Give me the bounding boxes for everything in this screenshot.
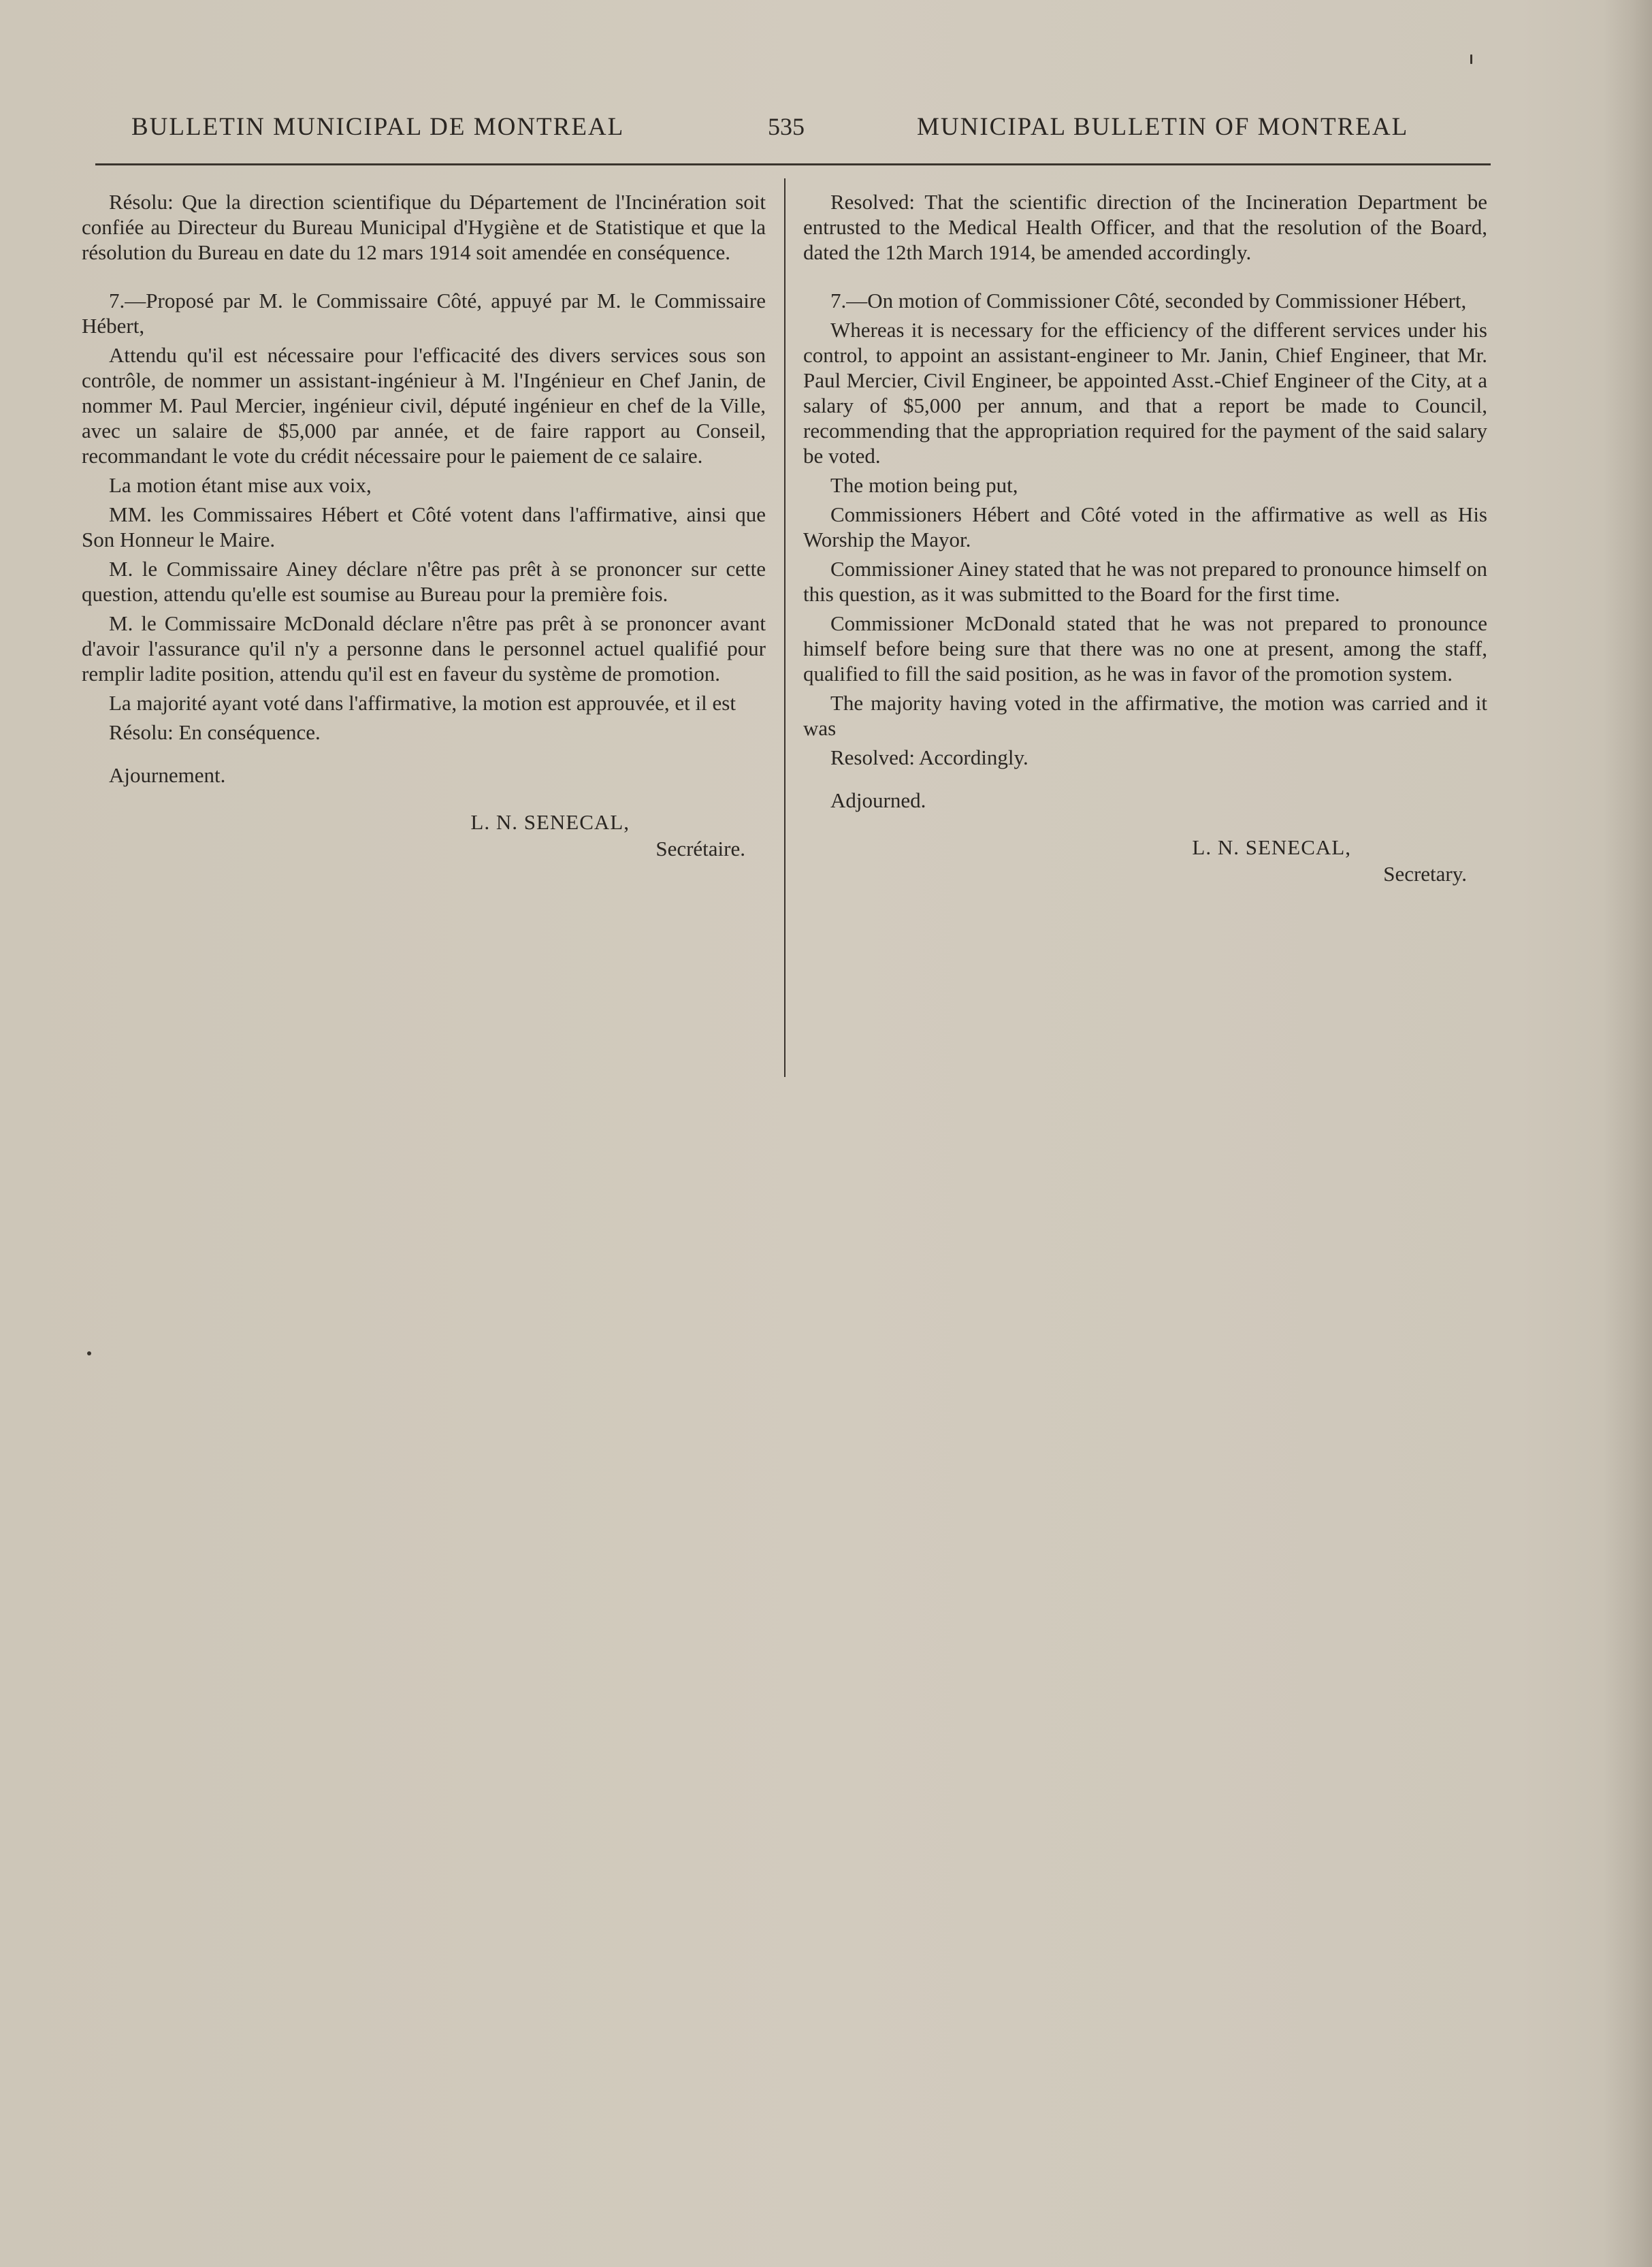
en-signature-title: Secretary. bbox=[1383, 862, 1467, 886]
header-rule bbox=[95, 163, 1491, 165]
en-mcdonald-paragraph: Commissioner McDonald stated that he was not prepared to pronounce himself before being sure that there was no one at present, among the staff, qualified to fill the said position, as he was in favor of the promotion system. bbox=[803, 611, 1487, 686]
header-english-title: MUNICIPAL BULLETIN OF MONTREAL bbox=[917, 113, 1409, 141]
column-divider bbox=[784, 178, 785, 1077]
en-whereas-paragraph: Whereas it is necessary for the efficiency of the different services under his control, to appoint an assistant-engineer to Mr. Janin, Chief Engineer, that Mr. Paul Mercier, Civil Engineer, be appointed Asst.-Chief Engineer of the City, at a salary of $5,000 per annum, and that a report be made to Council, recommending that the appropriation required for the payment of the said salary be voted. bbox=[803, 318, 1487, 468]
page-fold-shadow bbox=[1603, 0, 1652, 2267]
header-french-title: BULLETIN MUNICIPAL DE MONTREAL bbox=[131, 113, 625, 141]
fr-majority-paragraph: La majorité ayant voté dans l'affirmative, la motion est approuvée, et il est bbox=[109, 691, 736, 715]
fr-mcdonald-paragraph: M. le Commissaire McDonald déclare n'être pas prêt à se prononcer avant d'avoir l'assurance qu'il n'y a personne dans le personnel actuel qualifié pour remplir ladite position, attendu qu'il est en faveur du système de promotion. bbox=[82, 611, 766, 686]
page-number: 535 bbox=[768, 113, 805, 140]
en-motion-paragraph: 7.—On motion of Commissioner Côté, seconded by Commissioner Hébert, bbox=[830, 289, 1467, 312]
french-column bbox=[82, 189, 766, 861]
fr-affirmative-paragraph: MM. les Commissaires Hébert et Côté votent dans l'affirmative, ainsi que Son Honneur le Maire. bbox=[82, 502, 766, 551]
fr-whereas-paragraph: Attendu qu'il est nécessaire pour l'efficacité des divers services sous son contrôle, de nommer un assistant-ingénieur à M. l'Ingénieur en Chef Janin, de nommer M. Paul Mercier, ingénieur civil, député ingénieur en chef de la Ville, avec un salaire de $5,000 par année, et de faire rapport au Conseil, recommandant le vote du crédit nécessaire pour le paiement de ce salaire. bbox=[82, 343, 766, 468]
fr-signature-name: L. N. SENECAL, bbox=[470, 810, 630, 834]
ink-speck bbox=[87, 1351, 91, 1355]
en-resolved-paragraph: Resolved: Accordingly. bbox=[830, 745, 1029, 769]
fr-motion-paragraph: 7.—Proposé par M. le Commissaire Côté, appuyé par M. le Commissaire Hébert, bbox=[82, 289, 766, 338]
fr-vote-paragraph: La motion étant mise aux voix, bbox=[109, 473, 372, 497]
fr-resolution-paragraph: Résolu: Que la direction scientifique du Département de l'Incinération soit confiée au Directeur du Bureau Municipal d'Hygiène et de Statistique et que la résolution du Bureau en date du 12 mars 1914 soit amendée en conséquence. bbox=[82, 190, 766, 264]
en-signature-name: L. N. SENECAL, bbox=[1192, 835, 1351, 859]
english-column bbox=[803, 189, 1487, 886]
en-ainey-paragraph: Commissioner Ainey stated that he was not prepared to pronounce himself on this question, as it was submitted to the Board for the first time. bbox=[803, 557, 1487, 606]
fr-ainey-paragraph: M. le Commissaire Ainey déclare n'être pas prêt à se prononcer sur cette question, attendu qu'elle est soumise au Bureau pour la première fois. bbox=[82, 557, 766, 606]
en-resolution-paragraph: Resolved: That the scientific direction of the Incineration Department be entrusted to the Medical Health Officer, and that the resolution of the Board, dated the 12th March 1914, be amended accordingly. bbox=[803, 190, 1487, 264]
en-adjournment: Adjourned. bbox=[830, 788, 926, 812]
en-majority-paragraph: The majority having voted in the affirmative, the motion was carried and it was bbox=[803, 691, 1487, 740]
fr-adjournment: Ajournement. bbox=[109, 763, 226, 787]
fr-resolved-paragraph: Résolu: En conséquence. bbox=[109, 720, 321, 744]
fr-signature-title: Secrétaire. bbox=[655, 837, 745, 861]
ink-mark bbox=[1470, 54, 1472, 64]
en-vote-paragraph: The motion being put, bbox=[830, 473, 1018, 497]
en-affirmative-paragraph: Commissioners Hébert and Côté voted in the affirmative as well as His Worship the Mayor. bbox=[803, 502, 1487, 551]
